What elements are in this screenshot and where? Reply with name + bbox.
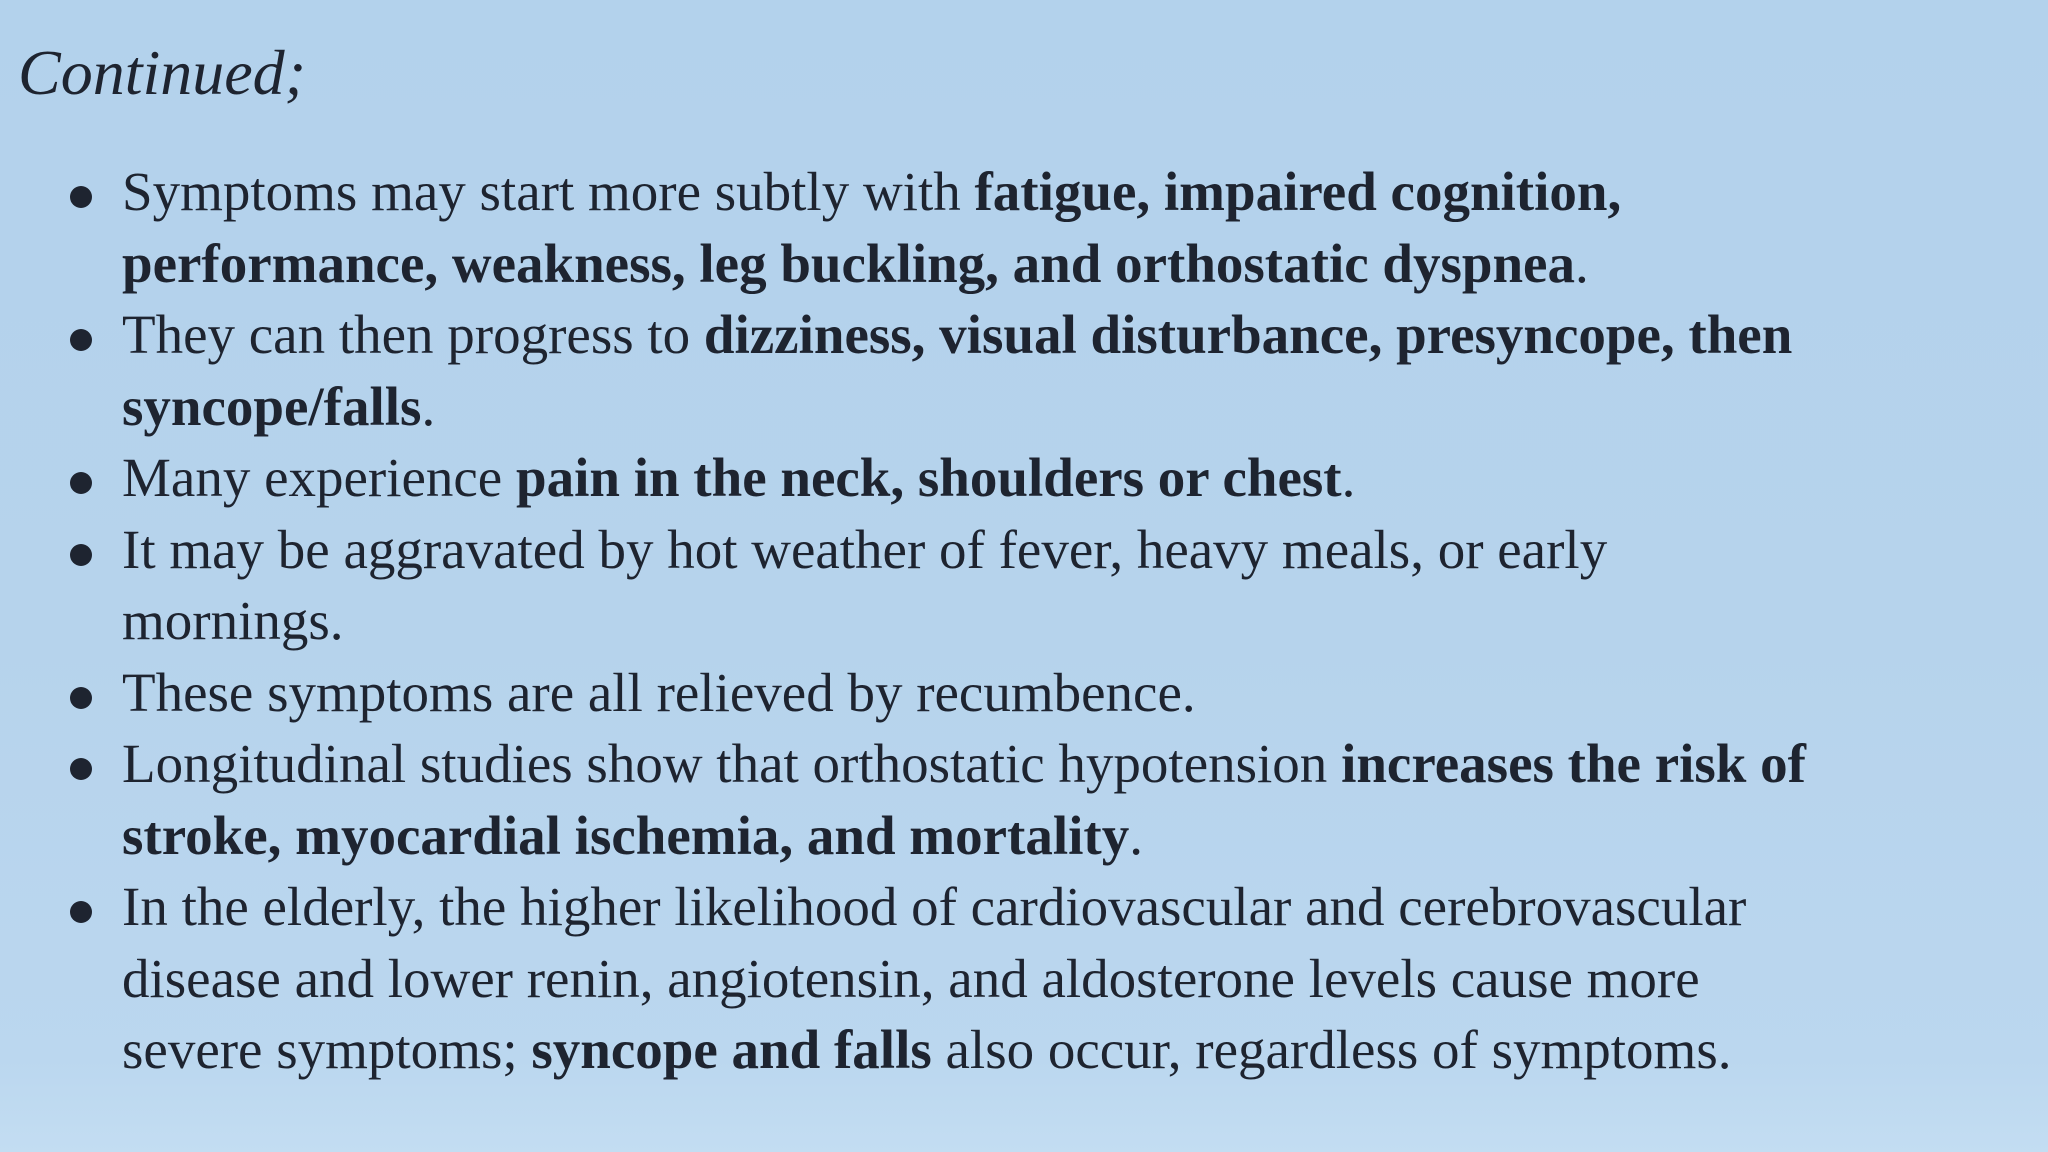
bold-text: syncope and falls [531,1019,932,1080]
bold-text: pain in the neck, shoulders or chest [515,447,1342,508]
bullet-line [122,1014,2022,1086]
text-segment: They can then progress to [122,304,704,365]
bullet-dot-icon [70,687,92,709]
bullet-line [122,800,2022,872]
bullet-dot-icon [70,472,92,494]
bullet-item [62,299,2022,442]
bullet-item [62,728,2022,871]
bullet-dot-icon [70,758,92,780]
bullet-line [122,514,2022,586]
bullet-line [122,943,2022,1015]
bullet-dot-icon [70,329,92,351]
bullet-item [62,156,2022,299]
text-segment: mornings. [122,590,344,651]
bullet-line [122,657,2022,729]
text-segment: Symptoms may start more subtly with [122,161,975,222]
bullet-item [62,514,2022,657]
text-segment: . [1129,804,1143,866]
slide-title: Continued; [18,37,306,108]
bold-text: dizziness, visual disturbance, presyncope, then [703,304,1793,365]
bullet-list [62,156,2022,1086]
bullet-dot-icon [70,186,92,208]
bullet-line [122,156,2022,228]
bullet-line [122,371,2022,443]
text-segment: In the elderly, the higher likelihood of cardiovascular and cerebrovascular [122,876,1747,937]
bullet-line [122,228,2022,300]
text-segment: . [1574,232,1589,294]
text-segment: Longitudinal studies show that orthostatic hypotension [122,733,1342,794]
text-segment: severe symptoms; [122,1019,532,1080]
bullet-dot-icon [70,544,92,566]
bullet-line [122,728,2022,800]
text-segment: . [1341,447,1356,508]
bold-text: performance, weakness, leg buckling, and orthostatic dyspnea [122,232,1575,294]
bullet-line [122,871,2022,943]
bullet-line [122,442,2022,514]
text-segment: It may be aggravated by hot weather of fever, heavy meals, or early [122,518,1608,580]
text-segment: disease and lower renin, angiotensin, and aldosterone levels cause more [122,947,1700,1009]
bold-text: syncope/falls [122,375,422,437]
text-segment: also occur, regardless of symptoms. [931,1019,1732,1080]
text-segment: . [421,375,436,437]
bold-text: fatigue, impaired cognition, [974,161,1622,222]
text-segment: Many experience [122,447,516,508]
bullet-dot-icon [70,901,92,923]
bullet-item [62,657,2022,729]
bullet-item [62,871,2022,1086]
text-segment: These symptoms are all relieved by recumbence. [122,661,1196,723]
bullet-line [122,585,2022,657]
bold-text: stroke, myocardial ischemia, and mortality [122,804,1130,866]
bullet-item [62,442,2022,514]
bullet-line [122,299,2022,371]
bold-text: increases the risk of [1341,733,1806,794]
